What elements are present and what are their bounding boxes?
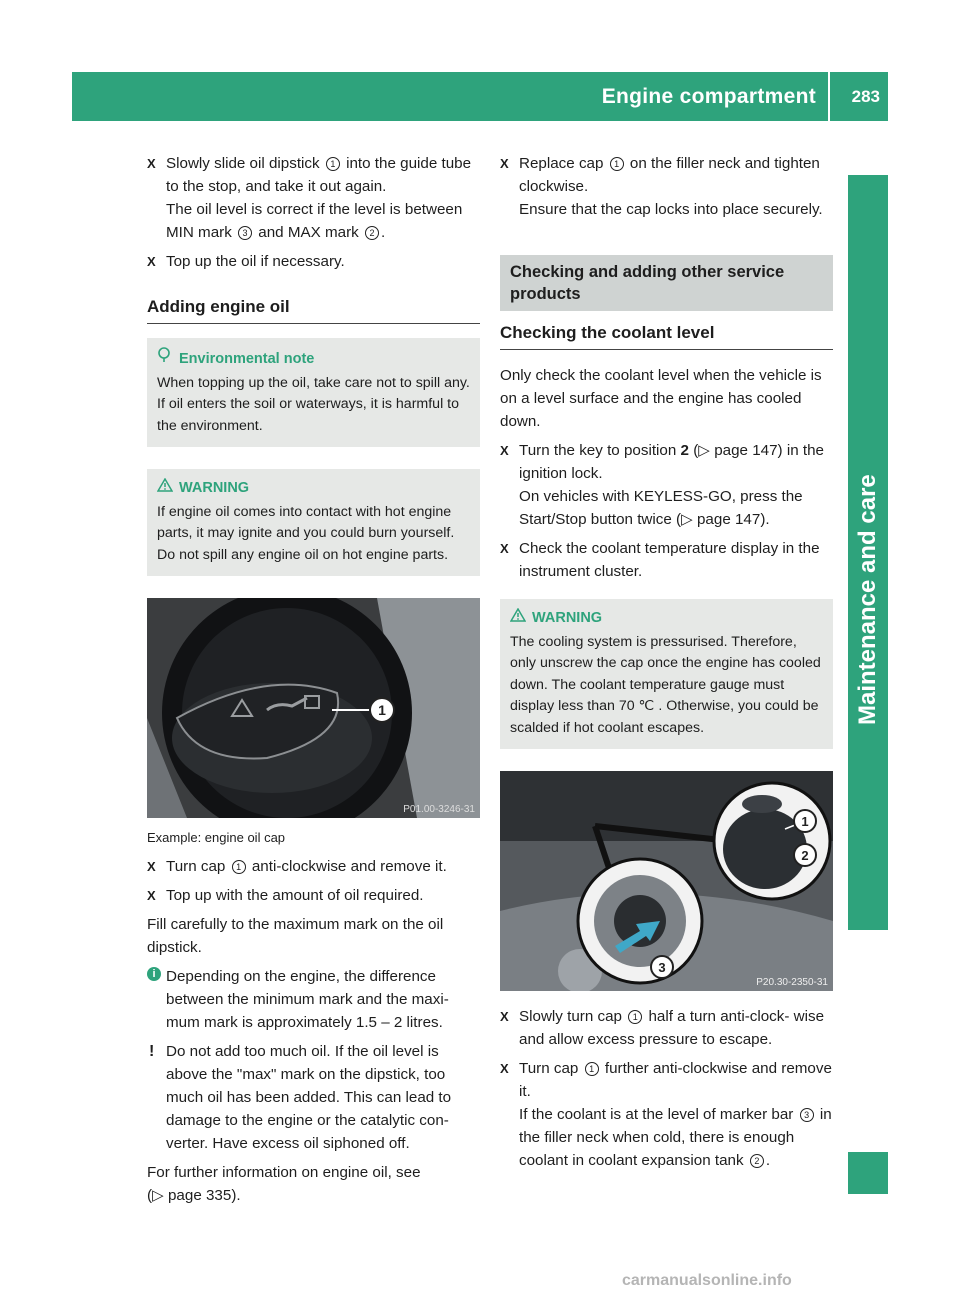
callout-ref: 3 [800,1108,814,1122]
step-remove-cap: X Turn cap 1 further anti-clockwise and remove it. If the coolant is at the level of marker bar 3 in the filler neck when cold, there is enough coolant in coolant expansion tank 2 . [500,1057,833,1172]
oil-cap-figure [147,598,480,818]
oil-cap-illustration [147,598,480,818]
callout-ref: 3 [238,226,252,240]
callout-ref: 2 [365,226,379,240]
section-heading-coolant: Checking the coolant level [500,321,833,350]
step-turn-cap: X Turn cap 1 anti-clockwise and remove it. [147,855,480,878]
step-turn-key: X Turn the key to position 2 (▷ page 147) in the ignition lock. On vehicles with KEYLESS-GO, press the Start/Stop button twice (▷ page 147). [500,439,833,531]
callout-ref: 1 [326,157,340,171]
callout-ref: 1 [232,860,246,874]
warning-triangle-icon [157,478,179,500]
figure-callout-1: 1 [378,702,386,718]
figure-code: P20.30-2350-31 [756,977,828,988]
step-marker: X [500,443,509,458]
info-icon: i [147,967,161,981]
step-slide-dipstick: X Slowly slide oil dipstick 1 into the guide tube to the stop, and take it out again. The oil level is correct if the level is between MIN mark 3 and MAX mark 2 . [147,152,480,244]
chapter-marker [848,1152,888,1194]
figure-callout-1: 1 [801,814,809,829]
step-marker: X [500,1009,509,1024]
figure-callout-3: 3 [658,960,666,975]
further-info-paragraph: For further information on engine oil, see (▷ page 335). [147,1164,421,1204]
step-marker: X [147,888,156,903]
caution-note: ! Do not add too much oil. If the oil level is above the "max" mark on the dipstick, too much oil has been added. This can lead to damage to the engine or the catalytic con- verter. Have excess oil siphoned off. [147,1040,480,1155]
step-marker: X [147,156,156,171]
step-check-temp: X Check the coolant temperature display in the instrument cluster. [500,537,833,583]
step-marker: X [500,541,509,556]
header-divider [828,72,830,121]
warning-box [147,469,480,576]
callout-ref: 2 [750,1154,764,1168]
page-title: Engine compartment [601,85,816,108]
header-bar [72,72,888,121]
page-reference-link[interactable]: page 335). [167,1187,241,1204]
step-top-up: X Top up the oil if necessary. [147,250,480,273]
coolant-figure [500,771,833,991]
fill-paragraph: Fill carefully to the maximum mark on the oil dipstick. [147,916,444,956]
callout-ref: 1 [628,1010,642,1024]
step-slowly-turn-cap: X Slowly turn cap 1 half a turn anti-clock- wise and allow excess pressure to escape. [500,1005,833,1051]
coolant-intro-paragraph: Only check the coolant level when the vehicle is on a level surface and the engine has cooled down. [500,367,822,430]
step-marker: X [500,156,509,171]
step-replace-cap: X Replace cap 1 on the filler neck and tighten clockwise. Ensure that the cap locks into place securely. [500,152,833,221]
chapter-tab-label-wrap [848,175,888,930]
callout-ref: 1 [585,1062,599,1076]
section-heading-service-products: Checking and adding other service products [500,255,833,311]
left-column [147,152,480,1213]
figure-code: P01.00-3246-31 [403,804,475,815]
coolant-warning-box [500,599,833,749]
callout-ref: 1 [610,157,624,171]
warning-title: WARNING [532,610,603,626]
coolant-illustration [500,771,833,991]
step-marker: X [147,859,156,874]
figure-caption: Example: engine oil cap [147,830,286,845]
figure-callout-2: 2 [801,848,809,863]
footer-watermark: carmanualsonline.info [622,1272,792,1289]
exclamation-icon: ! [149,1043,155,1060]
section-heading-adding-oil: Adding engine oil [147,295,480,324]
step-marker: X [500,1061,509,1076]
environmental-note-title: Environmental note [179,351,315,367]
step-top-up-amount: X Top up with the amount of oil required. [147,884,480,907]
warning-body: The cooling system is pressurised. Therefore, only unscrew the cap once the engine has cooled down. The coolant temperature gauge must display less than 70 ℃ . Otherwise, you could be scalded if hot coolant escapes. [510,633,821,736]
right-column [500,152,833,1178]
lightbulb-icon [157,347,179,371]
page-number: 283 [851,87,880,106]
environmental-note [147,338,480,447]
warning-title: WARNING [179,480,250,496]
warning-body: If engine oil comes into contact with hot engine parts, it may ignite and you could burn yourself. Do not spill any engine oil on hot engine parts. [157,503,455,563]
step-marker: X [147,254,156,269]
chapter-tab-label: Maintenance and care [854,474,881,725]
environmental-note-body: When topping up the oil, take care not to spill any. If oil enters the soil or waterways, it is harmful to the environment. [157,374,470,434]
warning-triangle-icon [510,608,532,630]
info-note: i Depending on the engine, the difference between the minimum mark and the maxi- mum mark is approximately 1.5 – 2 litres. [147,965,480,1034]
page-ref-arrow-icon: ▷ [152,1187,164,1204]
